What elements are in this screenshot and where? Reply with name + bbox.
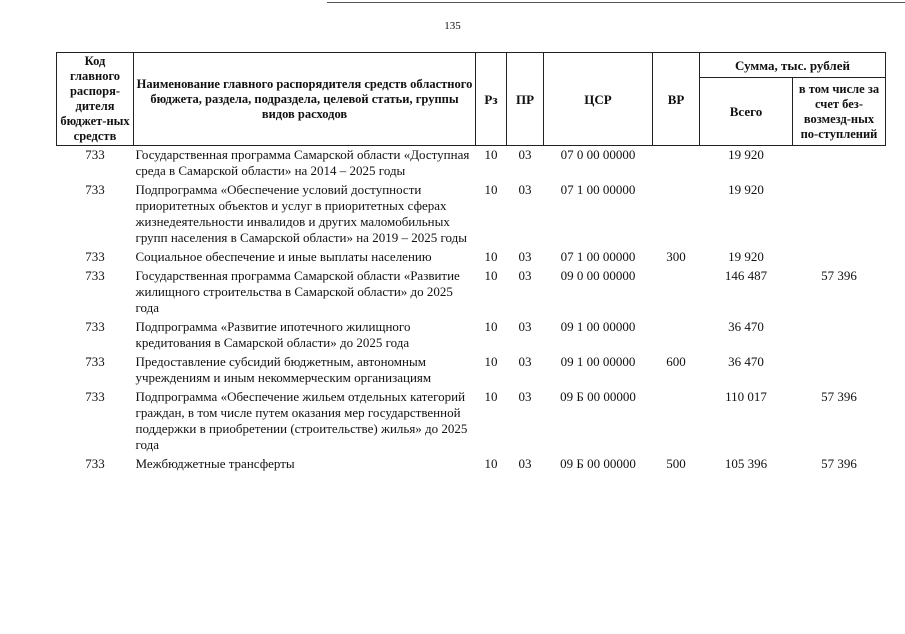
cell-vr xyxy=(653,389,700,456)
table-body xyxy=(57,146,886,476)
cell-vr: 500 xyxy=(666,456,686,471)
header-vr: ВР xyxy=(653,53,700,146)
cell-pr: 03 xyxy=(518,268,532,283)
cell-csr: 07 1 00 00000 xyxy=(560,182,636,197)
cell-vr xyxy=(653,182,700,249)
cell-name: Государственная программа Самарской области «Доступная среда в Самарской области» на 2014 – 2025 годы xyxy=(135,147,470,178)
cell-csr: 09 0 00 00000 xyxy=(560,268,636,283)
cell-csr: 07 0 00 00000 xyxy=(560,147,636,162)
cell-incl xyxy=(793,146,886,183)
header-code: Код главного распоря-дителя бюджет-ных средств xyxy=(57,53,134,146)
cell-incl: 57 396 xyxy=(821,456,857,471)
cell-vr xyxy=(653,268,700,319)
cell-incl xyxy=(793,354,886,389)
header-csr: ЦСР xyxy=(544,53,653,146)
header-name: Наименование главного распорядителя средств областного бюджета, раздела, подраздела, целевой статьи, группы видов расходов xyxy=(134,53,476,146)
cell-total: 19 920 xyxy=(728,249,764,264)
cell-code: 733 xyxy=(85,389,105,404)
cell-total: 110 017 xyxy=(725,389,767,404)
cell-incl: 57 396 xyxy=(821,389,857,404)
cell-rz: 10 xyxy=(484,182,498,197)
cell-code: 733 xyxy=(85,182,105,197)
cell-total: 19 920 xyxy=(728,182,764,197)
cell-name: Подпрограмма «Обеспечение условий доступности приоритетных объектов и услуг в приоритетных сферах жизнедеятельности инвалидов и других маломобильных групп населения в Самарской области» на 2019 – 2025 годы xyxy=(135,182,467,245)
header-incl: в том числе за счет без-возмезд-ных по-ступлений xyxy=(793,78,886,146)
cell-code: 733 xyxy=(85,147,105,162)
cell-code: 733 xyxy=(85,249,105,264)
table-row xyxy=(57,146,886,183)
cell-incl xyxy=(793,249,886,268)
cell-total: 105 396 xyxy=(724,456,768,471)
cell-total: 146 487 xyxy=(724,268,768,283)
cell-code: 733 xyxy=(85,268,105,283)
cell-total: 36 470 xyxy=(728,319,764,334)
cell-csr: 07 1 00 00000 xyxy=(560,249,636,264)
cell-rz: 10 xyxy=(484,456,498,471)
cell-pr: 03 xyxy=(518,249,532,264)
budget-table xyxy=(56,52,886,475)
cell-pr: 03 xyxy=(518,354,532,369)
cell-rz: 10 xyxy=(484,249,498,264)
table-row xyxy=(57,389,886,456)
cell-pr: 03 xyxy=(518,147,532,162)
cell-name: Подпрограмма «Развитие ипотечного жилищного кредитования в Самарской области» до 2025 года xyxy=(135,319,411,350)
cell-vr: 600 xyxy=(666,354,686,369)
page-number: 135 xyxy=(444,20,461,32)
cell-rz: 10 xyxy=(484,319,498,334)
cell-name: Государственная программа Самарской области «Развитие жилищного строительства в Самарской области» до 2025 года xyxy=(135,268,460,315)
cell-code: 733 xyxy=(85,456,105,471)
cell-rz: 10 xyxy=(484,389,498,404)
cell-rz: 10 xyxy=(484,354,498,369)
cell-incl xyxy=(793,182,886,249)
top-rule xyxy=(327,2,905,3)
cell-rz: 10 xyxy=(484,147,498,162)
header-sum: Сумма, тыс. рублей xyxy=(700,53,886,78)
cell-name: Подпрограмма «Обеспечение жильем отдельных категорий граждан, в том числе путем оказания мер государственной поддержки в приобретении (строительстве) жилья» до 2025 года xyxy=(135,389,468,452)
cell-vr xyxy=(653,146,700,183)
cell-vr: 300 xyxy=(666,249,686,264)
cell-name: Социальное обеспечение и иные выплаты населению xyxy=(135,249,432,264)
cell-incl: 57 396 xyxy=(821,268,857,283)
cell-pr: 03 xyxy=(518,182,532,197)
cell-pr: 03 xyxy=(518,319,532,334)
cell-pr: 03 xyxy=(518,389,532,404)
cell-csr: 09 Б 00 00000 xyxy=(560,389,636,404)
cell-csr: 09 1 00 00000 xyxy=(560,319,636,334)
table-row xyxy=(57,456,886,475)
cell-csr: 09 1 00 00000 xyxy=(560,354,636,369)
cell-incl xyxy=(793,319,886,354)
cell-code: 733 xyxy=(85,319,105,334)
cell-total: 36 470 xyxy=(728,354,764,369)
cell-name: Межбюджетные трансферты xyxy=(135,456,295,471)
cell-pr: 03 xyxy=(518,456,532,471)
table-row xyxy=(57,249,886,268)
table-row xyxy=(57,319,886,354)
cell-name: Предоставление субсидий бюджетным, автономным учреждениям и иным некоммерческим организациям xyxy=(135,354,432,385)
table-row xyxy=(57,354,886,389)
cell-vr xyxy=(653,319,700,354)
cell-rz: 10 xyxy=(484,268,498,283)
cell-csr: 09 Б 00 00000 xyxy=(560,456,636,471)
header-pr: ПР xyxy=(507,53,544,146)
header-total: Всего xyxy=(700,78,793,146)
cell-total: 19 920 xyxy=(728,147,764,162)
cell-code: 733 xyxy=(85,354,105,369)
table-row xyxy=(57,268,886,319)
header-rz: Рз xyxy=(476,53,507,146)
table-row xyxy=(57,182,886,249)
